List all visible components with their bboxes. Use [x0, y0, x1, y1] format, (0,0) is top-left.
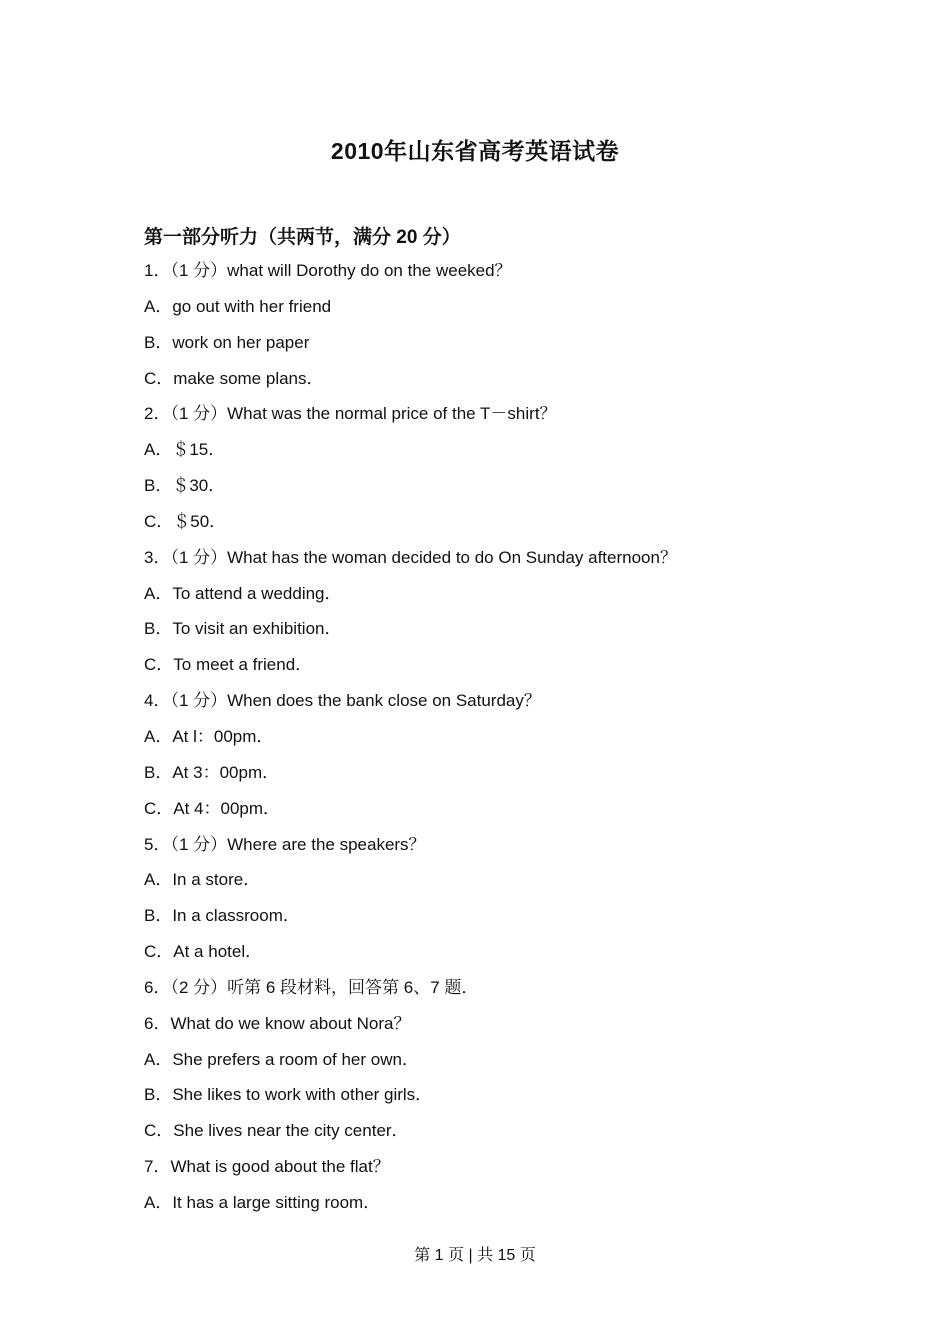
answer-option: B．work on her paper — [144, 332, 310, 352]
question-line: 7．What is good about the flat？ — [144, 1157, 390, 1177]
section-heading: 第一部分听力（共两节，满分 20 分） — [144, 227, 461, 248]
answer-option: B．＄30． — [144, 476, 226, 496]
answer-option: C．＄50． — [144, 511, 227, 531]
question-line: 2．（1 分）What was the normal price of the T－shirt？ — [144, 404, 557, 424]
answer-option: C．She lives near the city center． — [144, 1121, 409, 1141]
answer-option: A．go out with her friend — [144, 296, 332, 316]
answer-option: C．make some plans． — [144, 368, 324, 388]
answer-option: A．She prefers a room of her own． — [144, 1049, 419, 1069]
question-list — [144, 255, 677, 1223]
question-line: 6．What do we know about Nora？ — [144, 1013, 411, 1033]
answer-option: C．To meet a friend． — [144, 655, 313, 675]
answer-option: C．At a hotel． — [144, 942, 263, 962]
document-title: 2010年山东省高考英语试卷 — [330, 138, 620, 164]
question-line: 5．（1 分）Where are the speakers？ — [144, 834, 426, 854]
answer-option: B．To visit an exhibition． — [144, 619, 342, 639]
question-line: 4．（1 分）When does the bank close on Saturday？ — [144, 691, 541, 711]
question-line: 3．（1 分）What has the woman decided to do On Sunday afternoon？ — [144, 547, 677, 567]
question-line: 6．（2 分）听第 6 段材料，回答第 6、7 题． — [144, 977, 479, 997]
page-footer: 第 1 页 | 共 15 页 — [414, 1247, 536, 1264]
answer-option: C．At 4：00pm． — [144, 798, 281, 818]
question-line: 1．（1 分）what will Dorothy do on the weeked？ — [144, 261, 512, 280]
answer-option: A．In a store． — [144, 870, 261, 890]
answer-option: B．At 3：00pm． — [144, 762, 280, 782]
answer-option: B．She likes to work with other girls． — [144, 1085, 433, 1105]
answer-option: B．In a classroom． — [144, 906, 300, 926]
answer-option: A．It has a large sitting room． — [144, 1192, 381, 1212]
answer-option: A．＄15． — [144, 440, 226, 460]
answer-option: A．At l：00pm． — [144, 726, 274, 746]
answer-option: A．To attend a wedding． — [144, 583, 342, 603]
